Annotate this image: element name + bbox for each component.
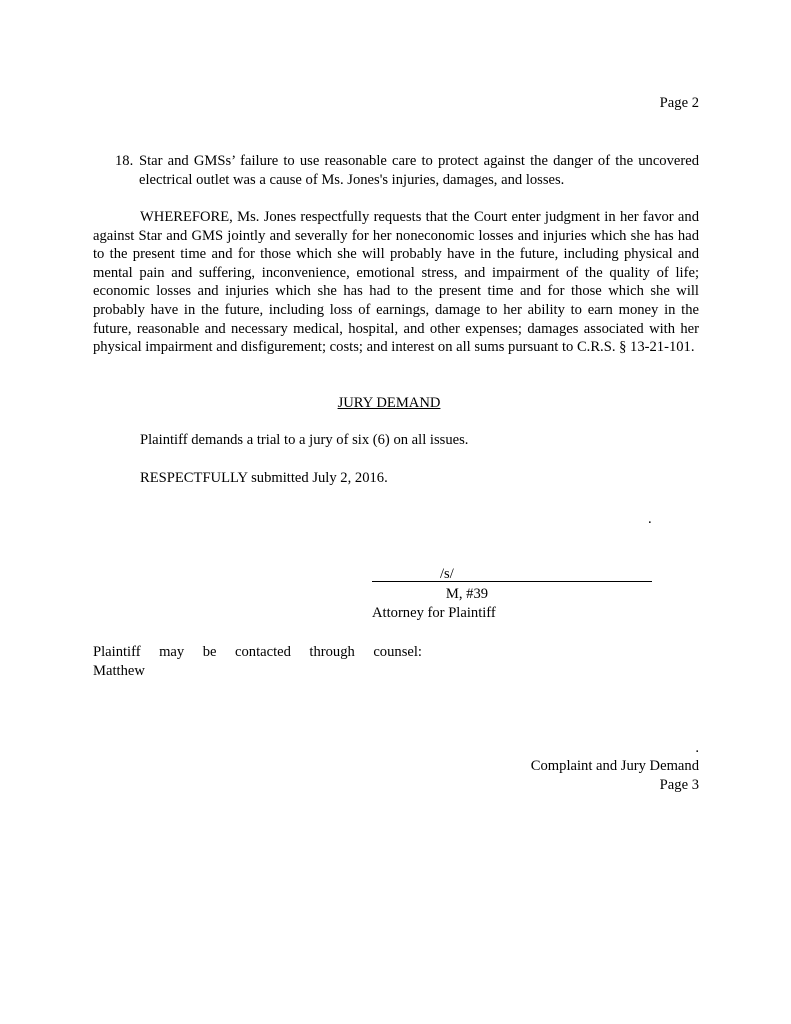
counsel-name: Matthew: [93, 662, 145, 679]
footer-page-number: Page 3: [659, 777, 699, 793]
signature-line: [372, 566, 652, 582]
contact-word: be: [202, 644, 217, 660]
jury-demand-text: Plaintiff demands a trial to a jury of six (6) on all issues.: [140, 432, 469, 448]
signature-mark: /s/: [440, 566, 454, 582]
contact-word: contacted: [235, 644, 291, 660]
attorney-id: M, #39: [445, 586, 489, 602]
numbered-paragraph-18: [115, 152, 699, 189]
submission-statement: RESPECTFULLY submitted July 2, 2016.: [140, 470, 388, 486]
paragraph-number: 18.: [115, 153, 134, 169]
footer-dot: .: [695, 740, 699, 756]
contact-block: [93, 643, 422, 680]
paragraph-text: Star and GMSs’ failure to use reasonable care to protect against the danger of the uncovered electrical outlet was a cause of Ms. Jones's injuries, damages, and losses.: [139, 153, 699, 188]
contact-line: [93, 643, 422, 662]
wherefore-paragraph: WHEREFORE, Ms. Jones respectfully requests that the Court enter judgment in her favor and against Star and GMS jointly and severally for her noneconomic losses and injuries which she has had to the present time and for those which she will probably have in the future, including physical and mental pain and suffering, inconvenience, emotional stress, and impairment of the quality of life; economic losses and injuries which she has had to the present time and for those which she will probably have in the future, including loss of earnings, damage to her ability to earn money in the future, reasonable and necessary medical, hospital, and other expenses; damages associated with her physical impairment and disfigurement; costs; and interest on all sums pursuant to C.R.S. § 13-21-101.: [93, 209, 699, 356]
stray-dot: .: [648, 511, 652, 527]
contact-word: may: [159, 644, 185, 660]
footer-document-title: Complaint and Jury Demand: [530, 758, 699, 774]
page-number-top: Page 2: [659, 95, 699, 111]
contact-word: through: [309, 644, 355, 660]
contact-word: Plaintiff: [93, 644, 141, 660]
contact-word: counsel:: [373, 644, 422, 660]
attorney-role: Attorney for Plaintiff: [372, 605, 496, 621]
jury-demand-heading: JURY DEMAND: [337, 395, 441, 411]
